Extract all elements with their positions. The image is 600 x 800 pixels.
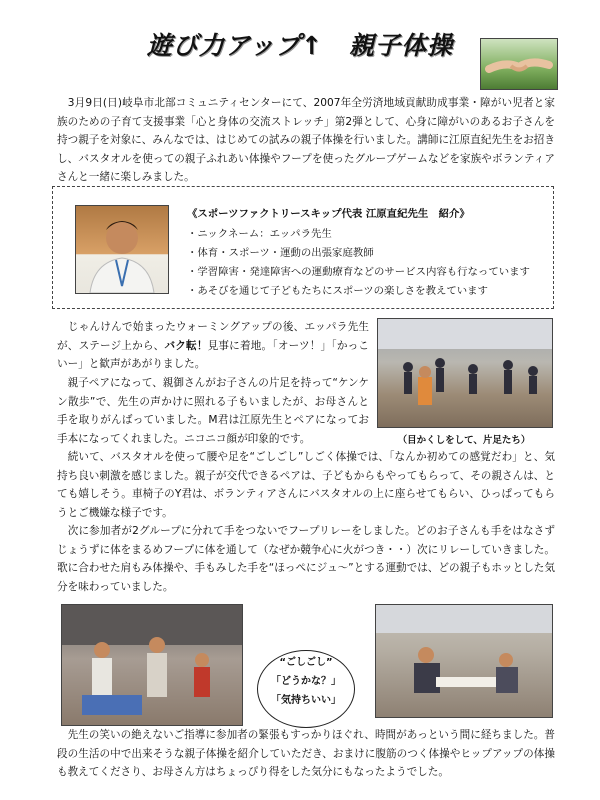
paragraph-closing: 先生の笑いの絶えないご指導に参加者の緊張もすっかりほぐれ、時間があっという間に経ちました。普段の生活の中で出来そうな親子体操を紹介していただき、おまけに腹筋のつく体操やヒップアップの体操も教えてくださり、お母さん方はちょっぴり得をした気分にもなったようでした。 — [57, 729, 555, 779]
bubble-line: 「どうかな？」 — [271, 676, 341, 687]
bubble-line: “ごしごし” — [279, 657, 333, 668]
profile-item: ・学習障害・発達障害への運動療育などのサービス内容も行なっています — [187, 266, 530, 278]
highlight-backflip: バク転！ — [164, 339, 208, 352]
paragraph-towel: 続いて、バスタオルを使って腰や足を“ごしごし”しごく体操では、「なんか初めての感覚だわ」と、気持ち良い刺激を感じました。親子が交代できるペアは、子どもからもやってもらって、その親さんは、とても嬉しそう。車椅子のY君は、ボランティアさんにバスタオルの上に座らせてもらい、ひっぱってもらうとご機嫌な様子です。 — [57, 451, 555, 519]
profile-item: ・あそびを通じて子どもたちにスポーツの楽しさを教えています — [187, 285, 488, 297]
page-title: 遊び力アップ↑ 親子体操 — [146, 31, 454, 60]
paragraph-hoop: 次に参加者が2グループに分れて手をつないでフープリレーをしました。どのお子さんも手をはなさずじょうずに体をまるめフープに体を通して（なぜか競争心に火がつき・・）次にリレーしていきました。歌に合わせた肩もみ体操や、手もみした手を“ほっぺにジュ～”とする運動では、どの親子もホッとした気分を味わっていました。 — [57, 525, 555, 593]
teacher-portrait — [75, 205, 169, 294]
speech-bubble — [257, 650, 355, 728]
activity-photo-right-figures — [376, 605, 552, 717]
profile-item: ・体育・スポーツ・運動の出張家庭教師 — [187, 247, 374, 259]
photo-caption: （目かくしをして、片足たち） — [397, 435, 531, 446]
activity-photo-left-figures — [62, 605, 242, 725]
handshake-photo — [480, 38, 558, 90]
profile-item: ・ニックネーム：エッパラ先生 — [187, 228, 332, 240]
paragraph-warmup-end: 見事に着地。「オーツ！」「かっこいー」と歓声があがりました。 — [57, 339, 369, 371]
gym-photo — [377, 318, 553, 428]
intro-paragraph: 3月9日(日)岐阜市北部コミュニティセンターにて、2007年全労済地域貢献助成事業・障がい児者と家族のための子育て支援事業「心と身体の交流ストレッチ」第2弾として、心身に障がいのあるお子さんを持つ親子を対象に、みんなでは、はじめての試みの親子体操を行いました。講師に江原直紀先生をお招きし、バスタオルを使っての親子ふれあい体操やフープを使ったグループゲームなどを家族やボランティアさんと一緒に楽しみました。 — [57, 97, 555, 184]
activity-photo-left — [61, 604, 243, 726]
paragraph-kenken: 親子ペアになって、親御さんがお子さんの片足を持って“ケンケン散歩”で、先生の声かけに照れる子もいましたが、お母さんと手を取りがんばっていました。M君は江原先生とペアになってお手本になってくれました。ニコニコ顔が印象的です。 — [57, 377, 369, 445]
handshake-icon — [481, 39, 557, 89]
gym-photo-figures — [378, 319, 552, 427]
teacher-portrait-figure — [76, 206, 168, 293]
paragraph-warmup — [57, 318, 369, 374]
bubble-line: 「気持ちいい」 — [271, 695, 341, 706]
profile-box — [52, 186, 554, 309]
activity-photo-right — [375, 604, 553, 718]
paragraph-warmup-start: じゃんけんで始まったウォーミングアップの後、エッパラ先生が、ステージ上から、 — [57, 321, 369, 352]
profile-heading: 《スポーツファクトリースキップ代表 江原直紀先生 紹介》 — [187, 208, 470, 220]
